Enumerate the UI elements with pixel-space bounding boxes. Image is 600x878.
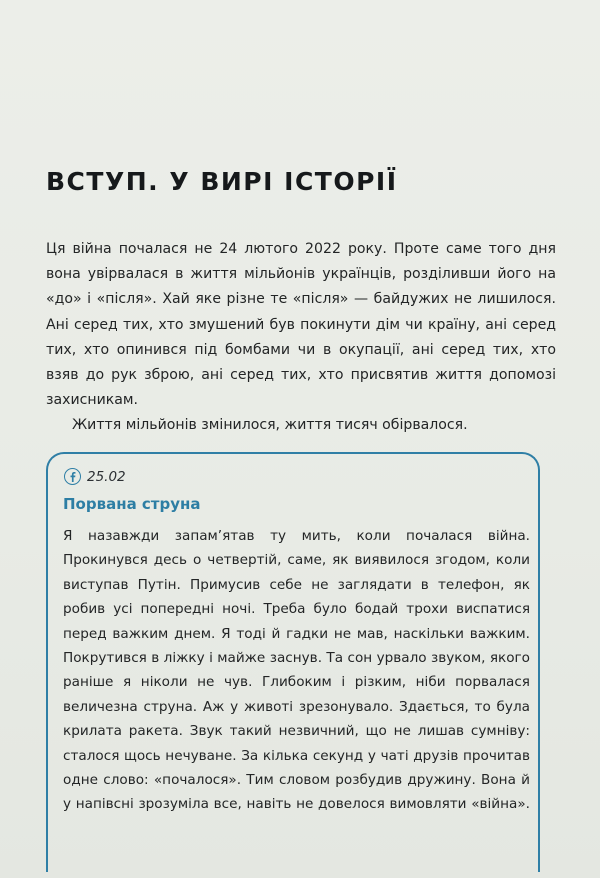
intro-text [46, 237, 556, 439]
post-body [63, 524, 530, 817]
intro-paragraph: Життя мільйонів змінилося, життя тисяч обірвалося. [72, 417, 468, 434]
facebook-post-box [46, 452, 540, 872]
chapter-title: ВСТУП. У ВИРІ ІСТОРІЇ [46, 167, 398, 196]
facebook-icon [64, 468, 81, 485]
post-title: Порвана струна [63, 495, 201, 513]
post-date: 25.02 [87, 468, 126, 485]
post-header [64, 468, 126, 485]
intro-paragraph: Ця війна почалася не 24 лютого 2022 року. Проте саме того дня вона увірвалася в життя мільйонів українців, розділивши його на «до» і «після». Хай яке різне те «після» — байдужих не лишилося. Ані серед тих, хто змушений був покинути дім чи країну, ані серед тих, хто опинився під бомбами чи в окупації, ані серед тих, хто взяв до рук зброю, ані серед тих, хто присвятив життя допомозі захисникам. [46, 241, 556, 409]
post-paragraph: Я назавжди запам’ятав ту мить, коли почалася війна. Прокинувся десь о четвертій, саме, як виявилося згодом, коли виступав Путін. Примусив себе не заглядати в телефон, як робив усі попередні ночі. Треба було бодай трохи виспатися перед важким днем. Я тоді й гадки не мав, наскільки важким. Покрутився в ліжку і майже заснув. Та сон урвало звуком, якого раніше я ніколи не чув. Глибоким і різким, ніби порвалася величезна струна. Аж у животі зрезонувало. Здається, то була крилата ракета. Звук такий незвичний, що не лишав сумніву: сталося щось нечуване. За кілька секунд у чаті друзів прочитав одне слово: «почалося». Тим словом розбудив дружину. Вона й у напівсні зрозуміла все, навіть не довелося вимовляти «війна». [63, 528, 530, 813]
